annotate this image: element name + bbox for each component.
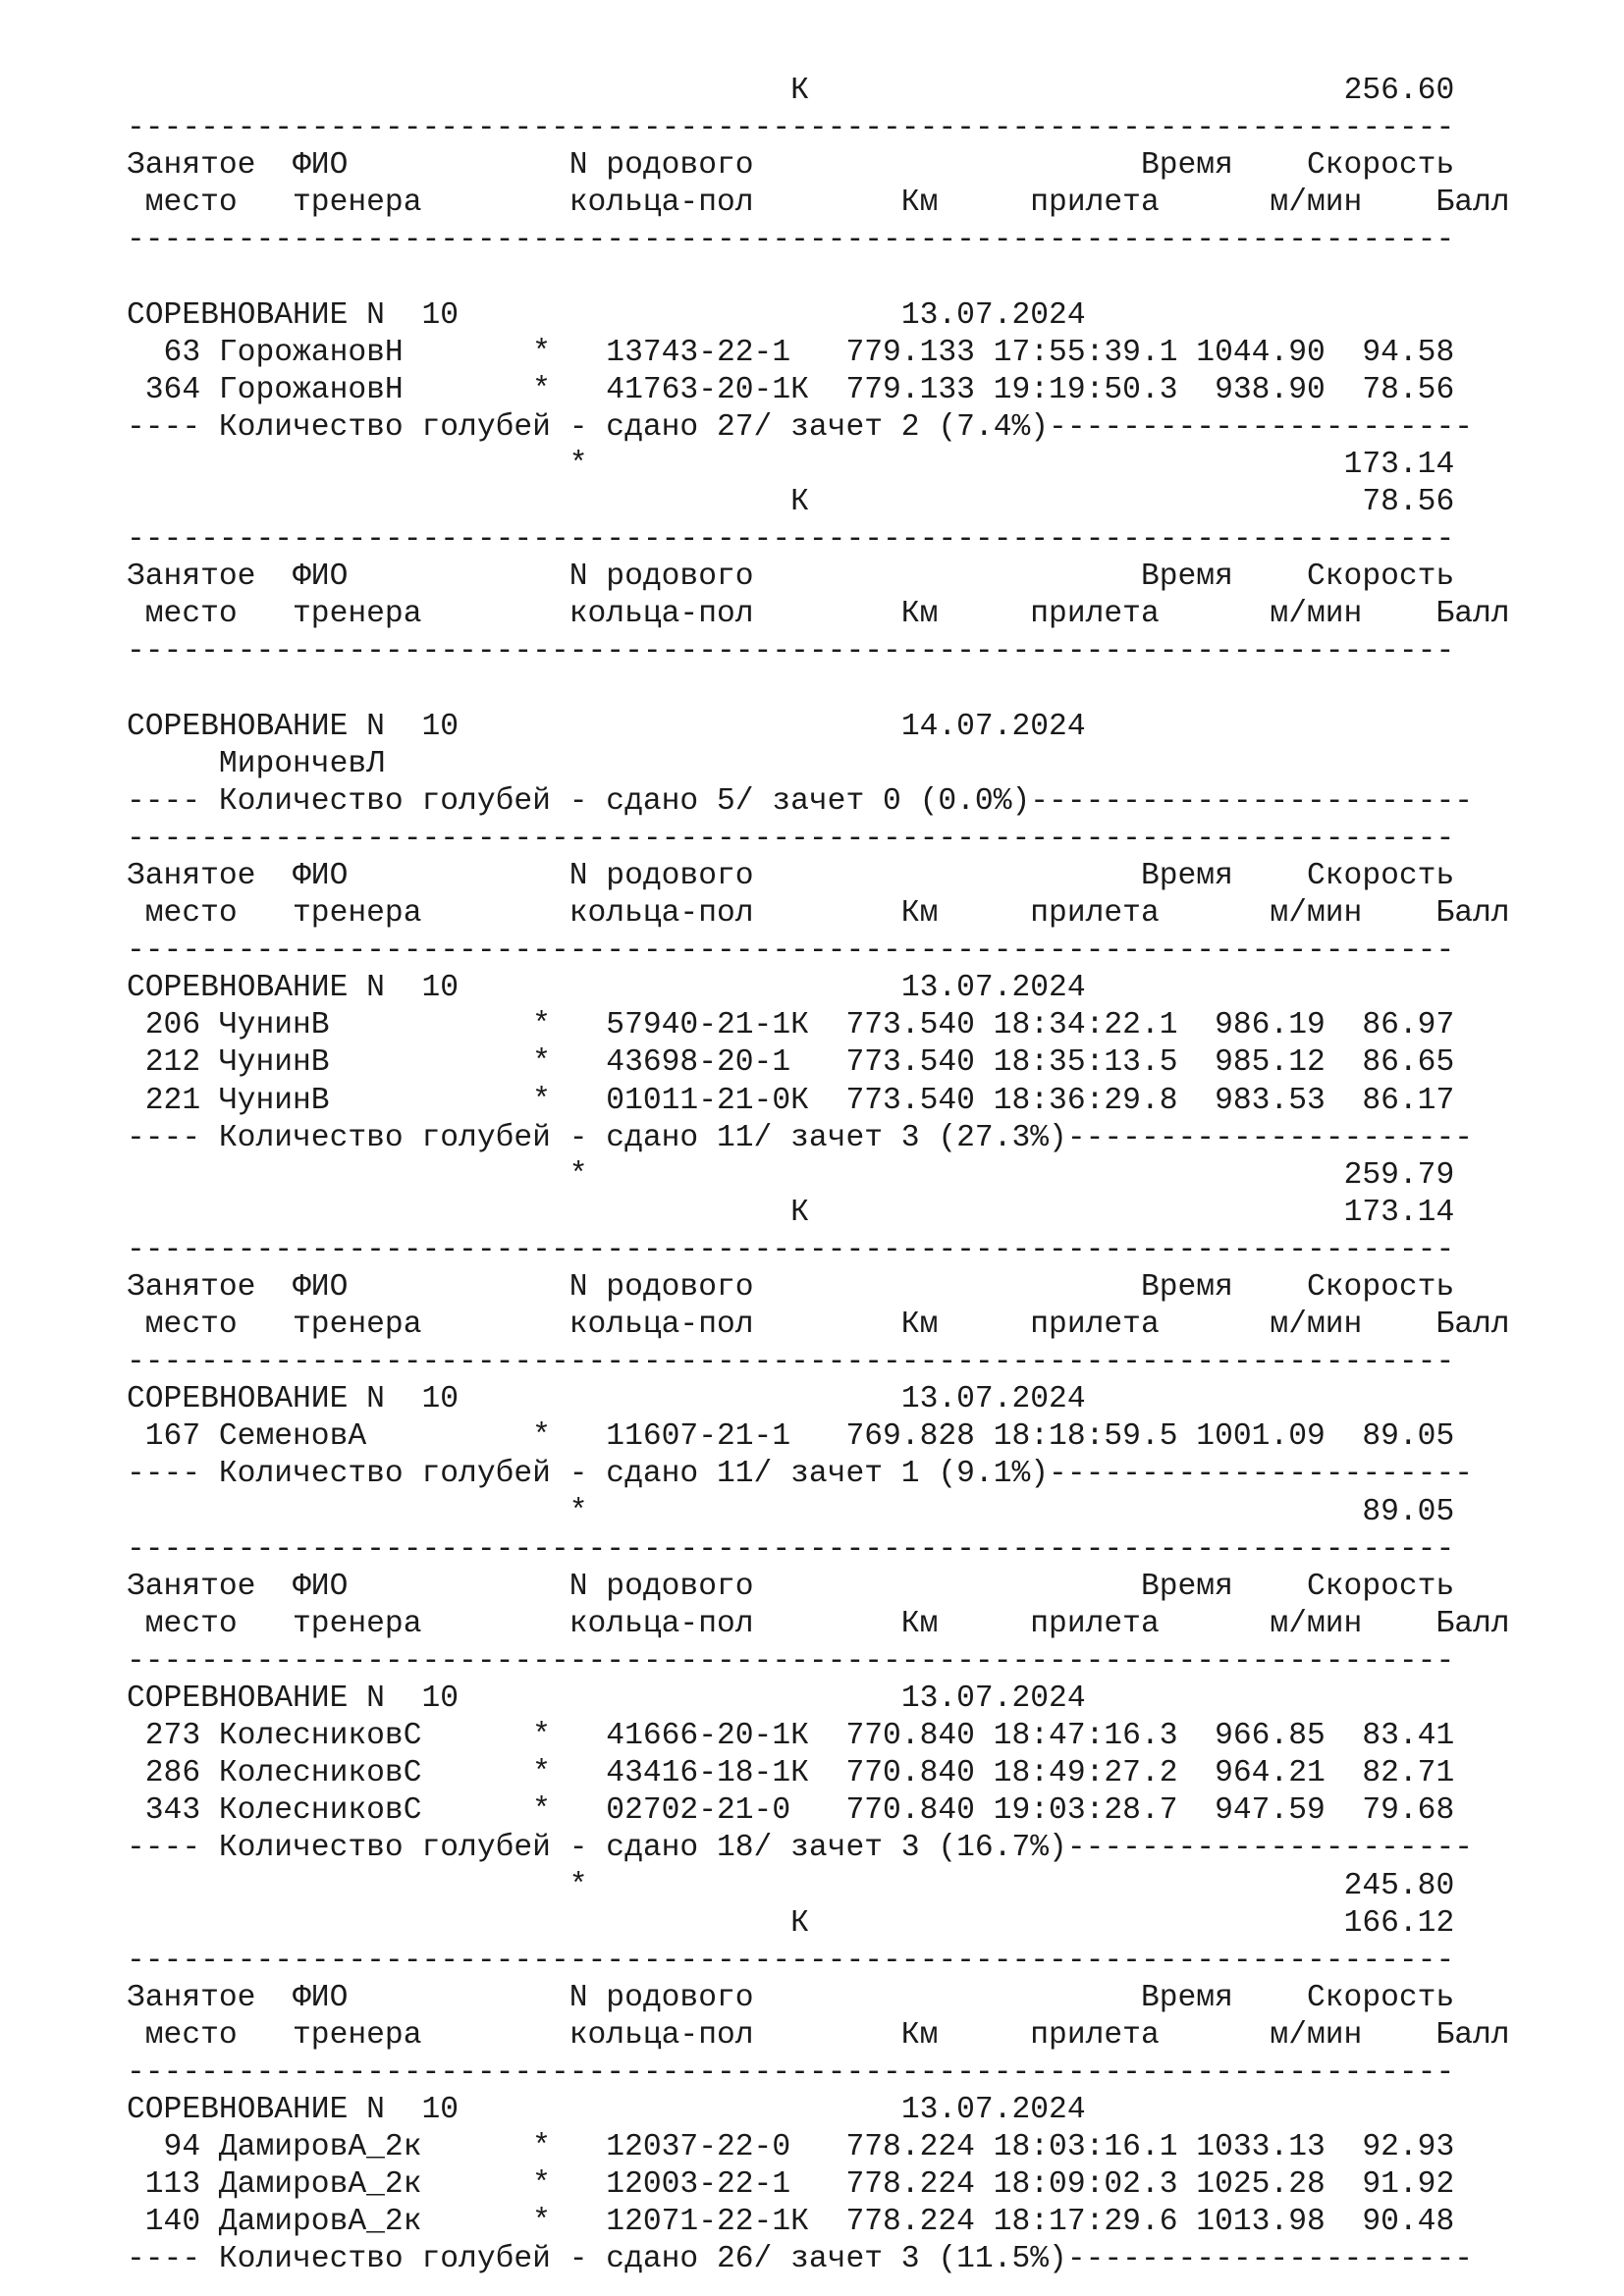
subtotal-value: 259.79 (1343, 1157, 1455, 1193)
result-row: 167 СеменовА * 11607-21-1 769.828 18:18:59.5 1001.09 89.05 (127, 1419, 1455, 1455)
subtotal-value: 245.80 (1343, 1868, 1455, 1903)
column-header-row-2: место тренера кольца-пол Км прилета м/мин Балл (127, 1606, 1510, 1641)
separator-line: ------------------------------------------------------------------------ (127, 1531, 1455, 1567)
column-header-row-1: Занятое ФИО N родового Время Скорость (127, 1270, 1455, 1305)
subtotal-line (127, 447, 1580, 484)
subtotal-value: 78.56 (1362, 485, 1455, 520)
column-header-row-1: Занятое ФИО N родового Время Скорость (127, 560, 1455, 595)
column-header-row-2: место тренера кольца-пол Км прилета м/мин Балл (127, 597, 1510, 632)
blank-line (127, 671, 1580, 709)
result-row: 212 ЧунинВ * 43698-20-1 773.540 18:35:13.5 985.12 86.65 (127, 1045, 1455, 1081)
column-header-row-2: место тренера кольца-пол Км прилета м/мин Балл (127, 896, 1510, 932)
subtotal-marker: К (790, 485, 809, 520)
competition-title (127, 1381, 1580, 1418)
competition-label: СОРЕВНОВАНИЕ N 10 (127, 1382, 460, 1417)
result-row: 221 ЧунинВ * 01011-21-0К 773.540 18:36:29.8 983.53 86.17 (127, 1083, 1455, 1118)
separator-line: ------------------------------------------------------------------------ (127, 111, 1455, 146)
column-header-row-1: Занятое ФИО N родового Время Скорость (127, 1980, 1455, 2015)
subtotal-marker: * (568, 1494, 588, 1529)
pigeon-count-summary: ---- Количество голубей - сдано 27/ зачет 2 (7.4%)----------------------- (127, 409, 1474, 445)
competition-date: 14.07.2024 (900, 709, 1086, 744)
competition-date: 13.07.2024 (900, 971, 1086, 1006)
competition-title (127, 297, 1580, 335)
subtotal-marker: К (790, 1905, 809, 1941)
competition-label: СОРЕВНОВАНИЕ N 10 (127, 297, 460, 333)
subtotal-value: 256.60 (1343, 74, 1455, 108)
result-row: 94 ДамировА_2к * 12037-22-0 778.224 18:03:16.1 1033.13 92.93 (127, 2130, 1455, 2165)
subtotal-value: 173.14 (1343, 1195, 1455, 1230)
separator-line: ------------------------------------------------------------------------ (127, 1345, 1455, 1380)
column-header-row-1: Занятое ФИО N родового Время Скорость (127, 858, 1455, 893)
competition-title (127, 970, 1580, 1007)
subtotal-marker: К (790, 1195, 809, 1230)
column-header-row-2: место тренера кольца-пол Км прилета м/мин Балл (127, 2017, 1510, 2053)
results-printout (127, 73, 1580, 2279)
subtotal-marker: * (568, 1157, 588, 1193)
trainer-name (127, 746, 1580, 783)
separator-line: ------------------------------------------------------------------------ (127, 223, 1455, 258)
result-row: 364 ГорожановН * 41763-20-1К 779.133 19:19:50.3 938.90 78.56 (127, 372, 1455, 407)
pigeon-count-summary: ---- Количество голубей - сдано 11/ зачет 3 (27.3%)---------------------- (127, 1120, 1474, 1155)
subtotal-line (127, 484, 1580, 521)
subtotal-line (127, 1195, 1580, 1232)
column-header-row-2: место тренера кольца-пол Км прилета м/мин Балл (127, 186, 1510, 221)
pigeon-count-summary: ---- Количество голубей - сдано 5/ зачет 0 (0.0%)------------------------ (127, 783, 1474, 819)
column-header-row-1: Занятое ФИО N родового Время Скорость (127, 148, 1455, 184)
result-row: 140 ДамировА_2к * 12071-22-1К 778.224 18:17:29.6 1013.98 90.48 (127, 2205, 1455, 2240)
subtotal-line (127, 73, 1580, 110)
competition-date: 13.07.2024 (900, 2093, 1086, 2128)
separator-line: ------------------------------------------------------------------------ (127, 2055, 1455, 2090)
competition-label: СОРЕВНОВАНИЕ N 10 (127, 2093, 460, 2128)
subtotal-line (127, 1494, 1580, 1531)
result-row: 63 ГорожановН * 13743-22-1 779.133 17:55:39.1 1044.90 94.58 (127, 335, 1455, 370)
separator-line: ------------------------------------------------------------------------ (127, 934, 1455, 969)
subtotal-line (127, 1868, 1580, 1905)
subtotal-value: 89.05 (1362, 1494, 1455, 1529)
subtotal-line (127, 1905, 1580, 1943)
trainer-name-text: МирончевЛ (218, 746, 385, 781)
competition-label: СОРЕВНОВАНИЕ N 10 (127, 709, 460, 744)
result-row: 286 КолесниковС * 43416-18-1К 770.840 18:49:27.2 964.21 82.71 (127, 1756, 1455, 1791)
subtotal-marker: * (568, 1868, 588, 1903)
competition-title (127, 709, 1580, 746)
subtotal-value: 173.14 (1343, 447, 1455, 482)
subtotal-line (127, 1157, 1580, 1195)
subtotal-value: 166.12 (1343, 1905, 1455, 1941)
pigeon-count-summary: ---- Количество голубей - сдано 26/ зачет 3 (11.5%)---------------------- (127, 2242, 1474, 2277)
result-row: 113 ДамировА_2к * 12003-22-1 778.224 18:09:02.3 1025.28 91.92 (127, 2167, 1455, 2203)
subtotal-marker: К (790, 74, 809, 108)
competition-label: СОРЕВНОВАНИЕ N 10 (127, 971, 460, 1006)
competition-label: СОРЕВНОВАНИЕ N 10 (127, 1682, 460, 1717)
separator-line: ------------------------------------------------------------------------ (127, 1943, 1455, 1978)
separator-line: ------------------------------------------------------------------------ (127, 1232, 1455, 1267)
separator-line: ------------------------------------------------------------------------ (127, 522, 1455, 558)
result-row: 206 ЧунинВ * 57940-21-1К 773.540 18:34:22.1 986.19 86.97 (127, 1008, 1455, 1043)
competition-date: 13.07.2024 (900, 1382, 1086, 1417)
separator-line: ------------------------------------------------------------------------ (127, 821, 1455, 856)
competition-title (127, 2092, 1580, 2129)
subtotal-marker: * (568, 447, 588, 482)
blank-line (127, 259, 1580, 296)
pigeon-count-summary: ---- Количество голубей - сдано 11/ зачет 1 (9.1%)----------------------- (127, 1457, 1474, 1492)
separator-line: ------------------------------------------------------------------------ (127, 1643, 1455, 1679)
separator-line: ------------------------------------------------------------------------ (127, 634, 1455, 669)
pigeon-count-summary: ---- Количество голубей - сдано 18/ зачет 3 (16.7%)---------------------- (127, 1831, 1474, 1866)
competition-title (127, 1681, 1580, 1718)
result-row: 273 КолесниковС * 41666-20-1К 770.840 18:47:16.3 966.85 83.41 (127, 1719, 1455, 1754)
competition-date: 13.07.2024 (900, 1682, 1086, 1717)
competition-date: 13.07.2024 (900, 297, 1086, 333)
column-header-row-1: Занятое ФИО N родового Время Скорость (127, 1569, 1455, 1604)
column-header-row-2: место тренера кольца-пол Км прилета м/мин Балл (127, 1308, 1510, 1343)
result-row: 343 КолесниковС * 02702-21-0 770.840 19:03:28.7 947.59 79.68 (127, 1793, 1455, 1829)
